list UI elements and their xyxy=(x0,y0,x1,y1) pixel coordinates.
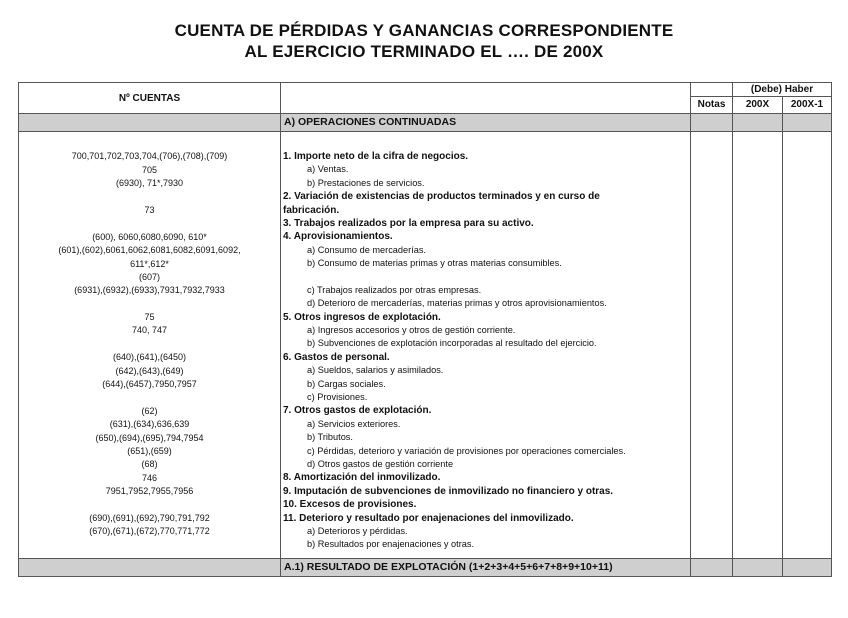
account-line: (640),(641),(6450) xyxy=(112,352,187,363)
header-cuentas: Nº CUENTAS xyxy=(19,83,281,114)
account-line xyxy=(19,391,280,404)
account-line: (600), 6060,6080,6090, 610* xyxy=(92,231,207,242)
accounts-column xyxy=(19,132,281,559)
header-description-blank xyxy=(281,83,691,114)
item-spacer xyxy=(283,271,690,284)
item-heading: 1. Importe neto de la cifra de negocios. xyxy=(283,151,469,162)
account-line: (690),(691),(692),790,791,792 xyxy=(89,512,210,523)
account-line xyxy=(19,338,280,351)
item-heading: 11. Deterioro y resultado por enajenaciones del inmovilizado. xyxy=(283,512,574,524)
account-line: 700,701,702,703,704,(706),(708),(709) xyxy=(71,151,228,162)
footer-year1-blank xyxy=(733,558,783,576)
section-notas-blank xyxy=(691,114,733,132)
account-line: (642),(643),(649) xyxy=(115,365,184,376)
header-notas: Notas xyxy=(691,97,733,114)
account-line: (6930), 71*,7930 xyxy=(115,178,184,189)
item-heading: 9. Imputación de subvenciones de inmovilizado no financiero y otras. xyxy=(283,485,614,497)
notas-column-cell xyxy=(691,132,733,559)
account-line xyxy=(19,217,280,230)
item-heading: 6. Gastos de personal. xyxy=(283,351,390,363)
account-line: (651),(659) xyxy=(127,445,172,456)
account-line: (650),(694),(695),794,7954 xyxy=(95,432,204,443)
item-heading: 2. Variación de existencias de productos terminados y en curso de xyxy=(283,191,600,203)
item-sub: b) Cargas sociales. xyxy=(307,378,386,389)
header-debe-haber: (Debe) Haber xyxy=(733,83,832,97)
item-heading: 3. Trabajos realizados por la empresa para su activo. xyxy=(283,217,534,229)
item-sub: c) Pérdidas, deterioro y variación de provisiones por operaciones comerciales. xyxy=(307,445,626,456)
item-sub: b) Prestaciones de servicios. xyxy=(307,177,425,188)
account-line: (631),(634),636,639 xyxy=(109,419,190,430)
item-sub: b) Resultados por enajenaciones y otras. xyxy=(307,539,475,550)
account-line: (601),(602),6061,6062,6081,6082,6091,6092, xyxy=(58,245,241,256)
item-sub: c) Provisiones. xyxy=(307,392,368,403)
item-heading: 8. Amortización del inmovilizado. xyxy=(283,472,441,484)
title-line-2: AL EJERCICIO TERMINADO EL …. DE 200X xyxy=(244,42,604,61)
item-sub: d) Deterioro de mercaderías, materias primas y otros aprovisionamientos. xyxy=(307,298,607,309)
account-line xyxy=(19,298,280,311)
item-heading: 4. Aprovisionamientos. xyxy=(283,231,393,243)
account-line: (62) xyxy=(141,405,158,416)
account-line: (670),(671),(672),770,771,772 xyxy=(89,526,210,537)
result-row-title: A.1) RESULTADO DE EXPLOTACIÓN (1+2+3+4+5+6+7+8+9+10+11) xyxy=(281,558,691,576)
title-line-1: CUENTA DE PÉRDIDAS Y GANANCIAS CORRESPONDIENTE xyxy=(174,21,674,40)
account-line: 611*,612* xyxy=(130,258,169,269)
account-line: 73 xyxy=(144,204,155,215)
account-line: 746 xyxy=(141,472,158,483)
header-year-previous: 200X-1 xyxy=(783,97,832,114)
account-line: 75 xyxy=(144,312,155,323)
header-notas-top-blank xyxy=(691,83,733,97)
item-sub: a) Deterioros y pérdidas. xyxy=(307,525,408,536)
income-statement-table xyxy=(18,82,832,577)
item-sub: a) Sueldos, salarios y asimilados. xyxy=(307,365,444,376)
item-sub: b) Tributos. xyxy=(307,432,353,443)
item-sub: a) Ventas. xyxy=(307,164,349,175)
account-line: 740, 747 xyxy=(131,325,168,336)
item-sub: a) Servicios exteriores. xyxy=(307,418,401,429)
account-line xyxy=(19,191,280,204)
item-sub: c) Trabajos realizados por otras empresas. xyxy=(307,284,482,295)
item-sub: b) Subvenciones de explotación incorporadas al resultado del ejercicio. xyxy=(307,338,597,349)
footer-notas-blank xyxy=(691,558,733,576)
footer-cuentas-blank xyxy=(19,558,281,576)
section-year2-blank xyxy=(783,114,832,132)
account-line: (644),(6457),7950,7957 xyxy=(102,379,197,390)
account-line: (68) xyxy=(141,459,158,470)
account-line: (6931),(6932),(6933),7931,7932,7933 xyxy=(74,285,225,296)
footer-year2-blank xyxy=(783,558,832,576)
account-line: (607) xyxy=(138,271,160,282)
item-sub: a) Consumo de mercaderías. xyxy=(307,244,426,255)
year1-column-cell xyxy=(733,132,783,559)
year2-column-cell xyxy=(783,132,832,559)
account-line xyxy=(19,137,280,150)
item-heading: 5. Otros ingresos de explotación. xyxy=(283,311,441,323)
item-sub: d) Otros gastos de gestión corriente xyxy=(307,458,454,469)
section-cuentas-blank xyxy=(19,114,281,132)
item-sub: b) Consumo de materias primas y otras materias consumibles. xyxy=(307,258,562,269)
item-heading-cont: fabricación. xyxy=(283,204,340,216)
item-heading: 10. Excesos de provisiones. xyxy=(283,499,417,511)
section-year1-blank xyxy=(733,114,783,132)
items-column xyxy=(281,132,691,559)
account-line: 7951,7952,7955,7956 xyxy=(105,486,194,497)
account-line xyxy=(19,499,280,512)
header-year-current: 200X xyxy=(733,97,783,114)
account-line: 705 xyxy=(141,164,158,175)
page-title xyxy=(0,20,848,62)
section-title: A) OPERACIONES CONTINUADAS xyxy=(281,114,691,132)
item-heading: 7. Otros gastos de explotación. xyxy=(283,405,432,417)
item-sub: a) Ingresos accesorios y otros de gestión corriente. xyxy=(307,325,516,336)
